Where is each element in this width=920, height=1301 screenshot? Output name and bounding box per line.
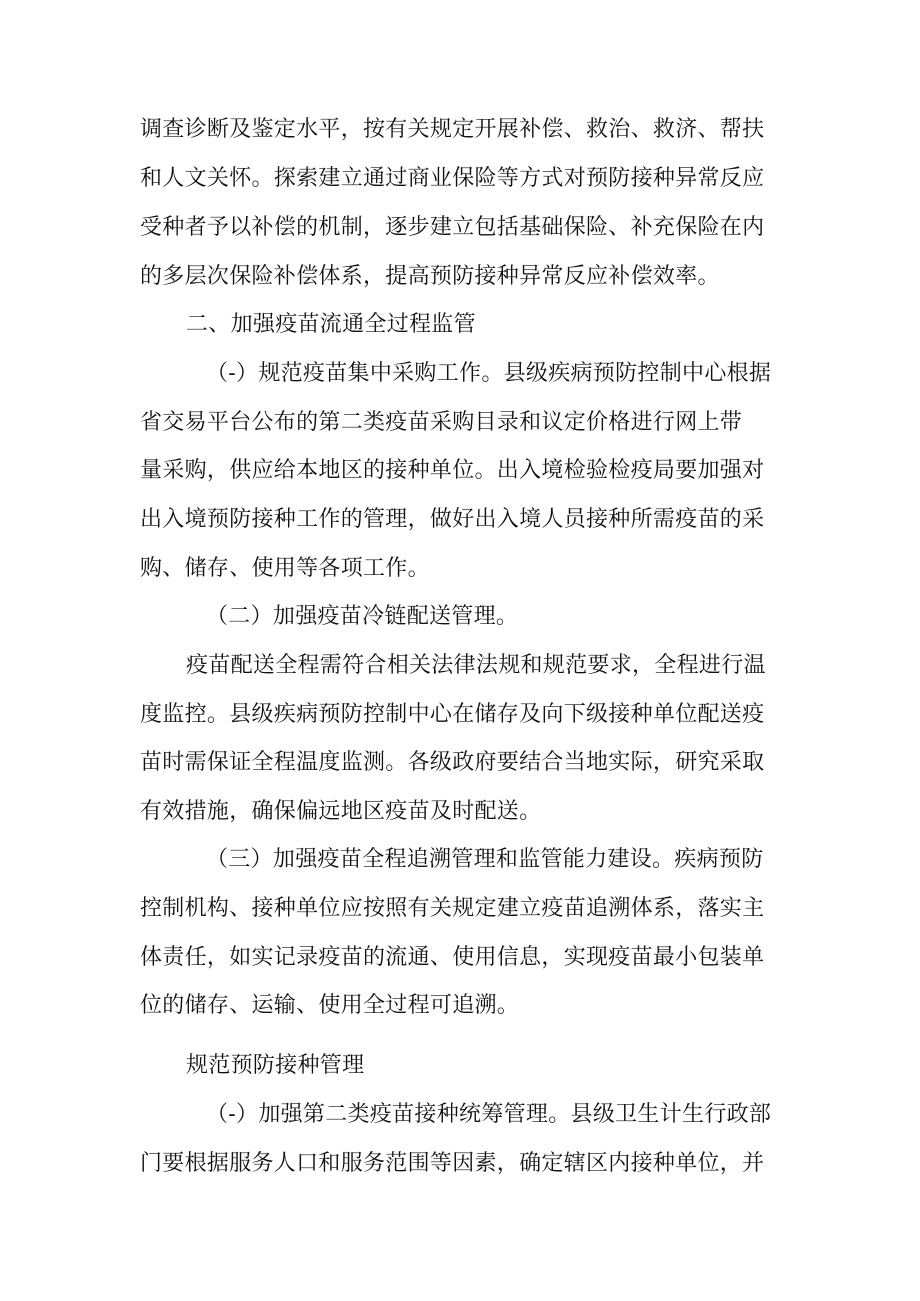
subsection-heading: （三）加强疫苗全程追溯管理和监管能力建设。疾病预防 xyxy=(206,847,764,872)
text-line: 省交易平台公布的第二类疫苗采购目录和议定价格进行网上带 xyxy=(140,410,743,435)
subsection-heading: （-）规范疫苗集中采购工作。县级疾病预防控制中心根据 xyxy=(206,361,772,386)
text-line: 有效措施，确保偏远地区疫苗及时配送。 xyxy=(140,799,542,824)
text-line: 门要根据服务人口和服务范围等因素，确定辖区内接种单位，并 xyxy=(140,1151,765,1176)
text-line: 苗时需保证全程温度监测。各级政府要结合当地实际，研究采取 xyxy=(140,750,765,775)
subsection-heading: （二）加强疫苗冷链配送管理。 xyxy=(206,604,519,629)
subsection-heading: （-）加强第二类疫苗接种统筹管理。县级卫生计生行政部 xyxy=(206,1102,772,1127)
text-line: 控制机构、接种单位应按照有关规定建立疫苗追溯体系，落实主 xyxy=(140,896,765,921)
text-line: 和人文关怀。探索建立通过商业保险等方式对预防接种异常反应 xyxy=(140,166,765,191)
text-line: 疫苗配送全程需符合相关法律法规和规范要求，全程进行温 xyxy=(186,653,766,678)
text-line: 调查诊断及鉴定水平，按有关规定开展补偿、救治、救济、帮扶 xyxy=(140,117,765,142)
section-heading: 二、加强疫苗流通全过程监管 xyxy=(186,312,476,337)
text-line: 量采购，供应给本地区的接种单位。出入境检验检疫局要加强对 xyxy=(140,458,765,483)
text-line: 购、储存、使用等各项工作。 xyxy=(140,556,430,581)
text-line: 的多层次保险补偿体系，提高预防接种异常反应补偿效率。 xyxy=(140,264,720,289)
section-heading: 规范预防接种管理 xyxy=(186,1053,365,1078)
text-line: 受种者予以补偿的机制，逐步建立包括基础保险、补充保险在内 xyxy=(140,215,765,240)
text-line: 位的储存、运输、使用全过程可追溯。 xyxy=(140,993,520,1018)
text-line: 体责任，如实记录疫苗的流通、使用信息，实现疫苗最小包装单 xyxy=(140,945,765,970)
text-line: 度监控。县级疾病预防控制中心在储存及向下级接种单位配送疫 xyxy=(140,702,765,727)
text-line: 出入境预防接种工作的管理，做好出入境人员接种所需疫苗的采 xyxy=(140,507,765,532)
